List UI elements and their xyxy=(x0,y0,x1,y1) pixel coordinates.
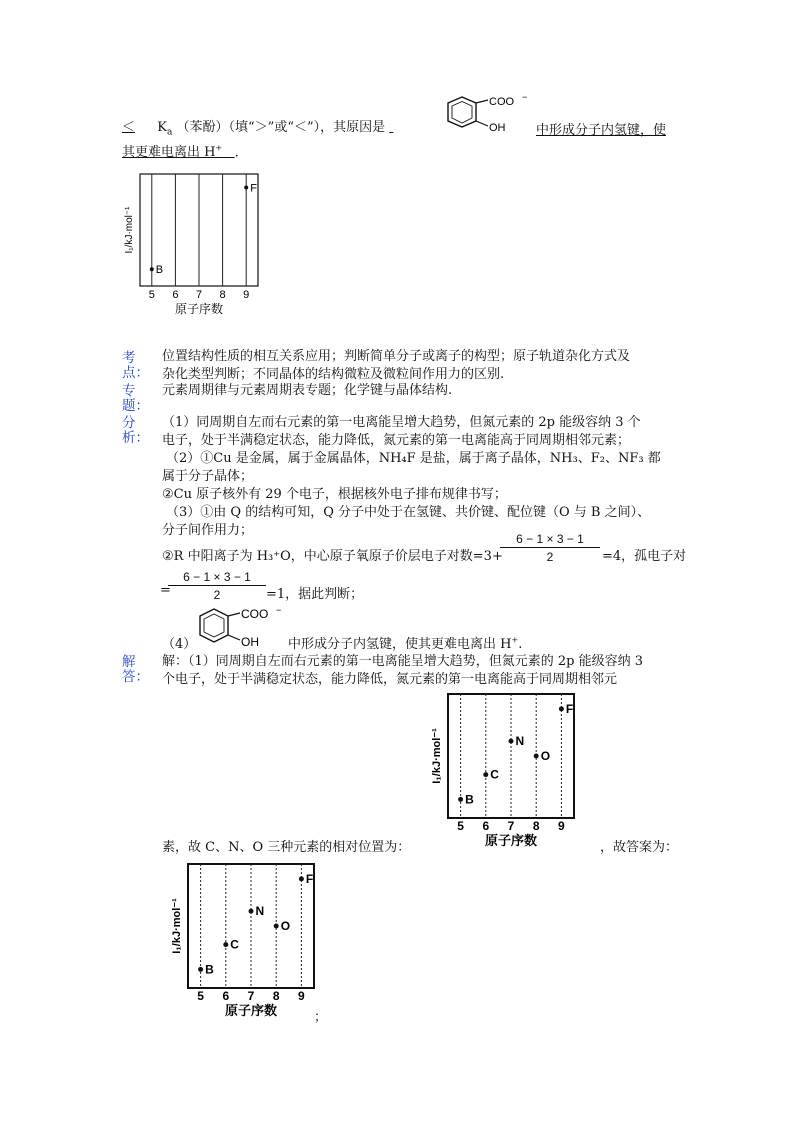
answer-line-3b: ，故答案为： xyxy=(600,840,679,855)
ka-symbol: K xyxy=(157,120,168,135)
kaodian-line: 杂化类型判断；不同晶体的结构微粒及微粒间作用力的区别. xyxy=(162,367,505,382)
reason-line-2-text: 其更难电离出 H xyxy=(122,145,216,161)
fenxi-line: 属于分子晶体； xyxy=(162,469,254,484)
point-label: B xyxy=(465,792,474,807)
answer-blank: ＜ xyxy=(122,120,136,135)
kaodian-label-1: 考 xyxy=(122,350,136,365)
fenxi-text xyxy=(162,414,661,540)
zhuanti-label-2: 题： xyxy=(122,398,149,413)
x-tick-label: 5 xyxy=(197,989,204,1003)
period: . xyxy=(518,637,523,652)
underline-blank xyxy=(389,119,401,137)
point-label: F xyxy=(250,182,257,195)
y-axis-label: I₁/kJ·mol⁻¹ xyxy=(171,898,183,954)
point-label: B xyxy=(205,962,214,977)
x-tick-label: 6 xyxy=(482,819,490,833)
point-label: O xyxy=(540,749,551,763)
x-tick-label: 9 xyxy=(558,819,565,833)
ionization-chart-small xyxy=(118,168,278,320)
kaodian-label xyxy=(122,350,149,380)
x-tick-label: 8 xyxy=(272,989,280,1003)
fenxi-label-1: 分 xyxy=(122,415,136,430)
y-axis-label: I₁/kJ·mol⁻¹ xyxy=(124,206,135,254)
fenxi-line: （2）①Cu 是金属，属于金属晶体，NH₄F 是盐，属于离子晶体，NH₃、F₂、NF₃ 都 xyxy=(166,451,661,466)
data-point xyxy=(244,185,248,189)
fraction-denominator: 2 xyxy=(168,585,266,602)
x-tick-label: 7 xyxy=(195,289,203,301)
kaodian-text xyxy=(162,348,630,384)
point-label: N xyxy=(255,904,265,919)
point-label: B xyxy=(155,264,164,277)
item4-tail xyxy=(288,633,522,652)
fenxi-line: 分子间作用力； xyxy=(162,523,254,538)
point-label: F xyxy=(565,701,574,716)
ionization-chart-answer xyxy=(424,688,586,850)
salicylate-structure-1 xyxy=(438,96,534,140)
coo-charge: − xyxy=(522,96,528,102)
h-plus-sup: + xyxy=(511,635,519,645)
eq-prefix: = xyxy=(160,583,171,598)
fenxi-line: 电子，处于半满稳定状态，能力降低，氮元素的第一电离能高于同周期相邻元素； xyxy=(162,433,631,448)
reason-line-2 xyxy=(122,145,235,160)
item4-text: 中形成分子内氢键，使其更难电离出 H xyxy=(288,637,512,652)
x-axis-label: 原子序数 xyxy=(224,1003,278,1018)
x-tick-label: 7 xyxy=(247,989,255,1003)
data-point xyxy=(150,267,154,271)
data-point xyxy=(458,797,463,802)
item4-label: （4） xyxy=(162,637,197,652)
jieda-label-1: 解 xyxy=(122,654,136,669)
x-axis-label: 原子序数 xyxy=(174,302,224,316)
data-point xyxy=(559,706,564,711)
fraction-denominator: 2 xyxy=(500,547,600,564)
fraction-numerator: 6 − 1 × 3 − 1 xyxy=(516,532,584,546)
point-label: C xyxy=(490,767,499,782)
top-line-2 xyxy=(122,140,239,162)
fraction-1 xyxy=(500,532,600,564)
x-tick-label: 8 xyxy=(532,819,540,833)
kaodian-line: 位置结构性质的相互关系应用；判断简单分子或离子的构型；原子轨道杂化方式及 xyxy=(162,349,631,364)
top-line-1-tail xyxy=(536,119,666,138)
period: . xyxy=(234,145,239,161)
data-point xyxy=(534,754,539,759)
answer-end: ； xyxy=(314,1010,328,1025)
r-line-b: =4，孤电子对 xyxy=(602,549,687,564)
zhuanti-text: 元素周期律与元素周期表专题；化学键与晶体结构. xyxy=(162,383,453,398)
coo-group: COO xyxy=(241,607,269,621)
coo-charge: − xyxy=(276,607,282,615)
h-plus-sup: + xyxy=(215,144,223,153)
answer-line: 解：（1）同周期自左而右元素的第一电离能呈增大趋势，但氮元素的 2p 能级容纳 3 xyxy=(162,654,644,669)
x-tick-label: 5 xyxy=(148,289,155,301)
point-label: F xyxy=(305,871,314,886)
fenxi-line: （1）同周期自左而右元素的第一电离能呈增大趋势，但氮元素的 2p 能级容纳 3 个 xyxy=(162,415,641,430)
jieda-label-2: 答： xyxy=(122,669,149,684)
x-tick-label: 9 xyxy=(298,989,305,1003)
answer-line-3a: 素，故 C、N、O 三种元素的相对位置为： xyxy=(162,840,411,855)
fenxi-line: （3）①由 Q 的结构可知，Q 分子中处于在氢键、共价键、配位键（O 与 B 之间）、 xyxy=(166,505,651,520)
x-tick-label: 9 xyxy=(243,289,250,301)
data-point xyxy=(249,909,254,914)
jieda-label xyxy=(122,654,149,684)
x-axis-label: 原子序数 xyxy=(484,833,538,848)
x-tick-label: 5 xyxy=(457,819,464,833)
oh-group: OH xyxy=(241,635,259,649)
answer-text xyxy=(162,653,643,689)
eq-suffix: =1，据此判断； xyxy=(266,587,364,602)
top-line-1 xyxy=(122,119,401,142)
zhuanti-label xyxy=(122,383,149,413)
point-label: N xyxy=(515,734,525,749)
data-point xyxy=(509,739,514,744)
zhuanti-label-1: 专 xyxy=(122,383,136,398)
data-point xyxy=(299,876,304,881)
point-label: C xyxy=(230,937,239,952)
ionization-chart-final xyxy=(164,858,326,1020)
y-axis-label: I₁/kJ·mol⁻¹ xyxy=(431,728,443,784)
kaodian-label-2: 点： xyxy=(122,365,149,380)
fenxi-label-2: 析： xyxy=(122,430,149,445)
fraction-numerator: 6 − 1 × 3 − 1 xyxy=(183,570,251,584)
point-label: O xyxy=(280,919,291,933)
coo-group: COO xyxy=(489,96,515,108)
data-point xyxy=(274,924,279,929)
fenxi-label xyxy=(122,415,149,445)
ka-subscript: a xyxy=(167,127,173,138)
salicylate-structure-2 xyxy=(192,607,288,653)
r-line-a: ②R 中阳离子为 H₃⁺O，中心原子氧原子价层电子对数=3+ xyxy=(162,549,503,564)
data-point xyxy=(483,772,488,777)
question-text: （苯酚）（填“＞”或“＜”），其原因是 xyxy=(176,120,386,135)
data-point xyxy=(223,942,228,947)
x-tick-label: 6 xyxy=(172,289,179,301)
fraction-2 xyxy=(168,570,266,602)
x-tick-label: 6 xyxy=(222,989,230,1003)
answer-line: 个电子，处于半满稳定状态，能力降低，氮元素的第一电离能高于同周期相邻元 xyxy=(162,672,618,687)
x-tick-label: 8 xyxy=(219,289,226,301)
x-tick-label: 7 xyxy=(507,819,515,833)
reason-text: 中形成分子内氢键，使 xyxy=(536,123,667,138)
data-point xyxy=(198,967,203,972)
fenxi-line: ②Cu 原子核外有 29 个电子，根据核外电子排布规律书写； xyxy=(162,487,507,502)
oh-group: OH xyxy=(489,122,506,134)
